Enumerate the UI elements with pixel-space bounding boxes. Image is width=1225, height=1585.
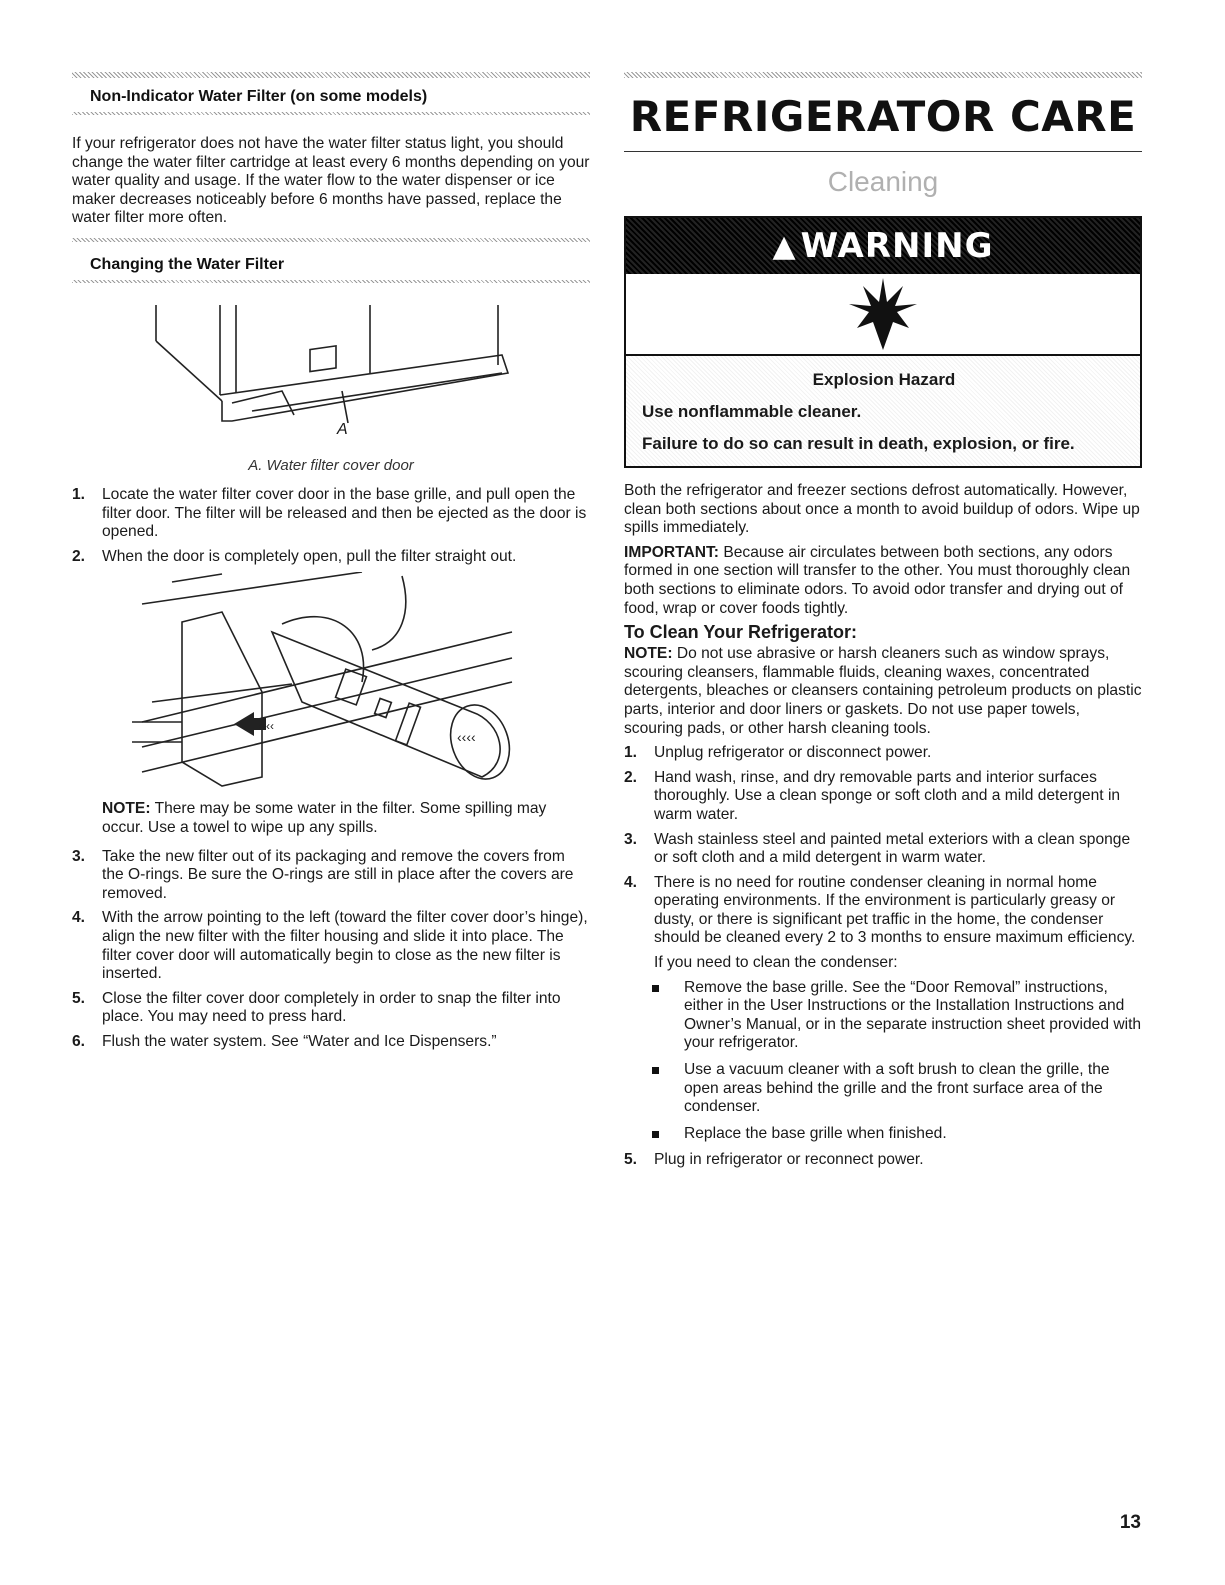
bullet-square-icon [652, 1067, 659, 1074]
section-rule [72, 112, 590, 115]
list-item [624, 744, 1142, 763]
section-title-non-indicator: Non-Indicator Water Filter (on some models) [90, 88, 428, 105]
step-text: Unplug refrigerator or disconnect power. [654, 744, 932, 762]
step-number: 3. [624, 830, 638, 848]
svg-text:‹‹‹‹: ‹‹‹‹ [457, 729, 476, 746]
condenser-bullets [624, 979, 1142, 1144]
step-text: Flush the water system. See “Water and Ice Dispensers.” [102, 1032, 497, 1050]
list-item [72, 548, 590, 567]
warning-line-2: Failure to do so can result in death, explosion, or fire. [642, 434, 1075, 453]
list-item [624, 831, 1142, 868]
cleaning-steps [624, 744, 1142, 948]
step-number: 4. [624, 873, 638, 891]
figure-filter-door [72, 303, 590, 443]
svg-text:‹‹‹‹: ‹‹‹‹ [258, 719, 274, 734]
step-number: 2. [72, 547, 86, 565]
filter-steps-first [72, 486, 590, 566]
note-label: NOTE: [102, 800, 151, 818]
bullet-text: Replace the base grille when finished. [684, 1124, 947, 1142]
left-column [72, 72, 590, 1057]
step-number: 3. [72, 847, 86, 865]
cleaning-step-5 [624, 1151, 1142, 1170]
step-text: Locate the water filter cover door in the base grille, and pull open the filter door. The filter will be released and then be ejected as the door is opened. [102, 485, 587, 541]
step-number: 1. [72, 485, 86, 503]
list-item [652, 1061, 1142, 1117]
list-item [624, 769, 1142, 825]
list-item [624, 1151, 1142, 1170]
step-number: 6. [72, 1032, 86, 1050]
step-number: 4. [72, 909, 86, 927]
bullet-text: Use a vacuum cleaner with a soft brush to clean the grille, the open areas behind the grille and the front surface area of the condenser. [684, 1061, 1110, 1116]
list-item [652, 979, 1142, 1053]
section-rule [624, 72, 1142, 78]
intro-paragraph: Both the refrigerator and freezer sections defrost automatically. However, clean both sections about once a month to avoid buildup of odors. Wipe up spills immediately. [624, 482, 1140, 537]
note-text: Do not use abrasive or harsh cleaners such as window sprays, scouring cleansers, flammable fluids, cleaning waxes, concentrated detergents, bleaches or cleansers containing petroleum products on plastic parts, interior and door liners or gaskets. Do not use paper towels, scouring pads, or other harsh cleaning tools. [624, 645, 1142, 737]
step-text: With the arrow pointing to the left (toward the filter cover door’s hinge), align the new filter with the filter housing and slide it into place. The filter cover door will automatically begin to close as the new filter is inserted. [102, 909, 588, 983]
section-subtitle: Cleaning [827, 166, 939, 197]
title-rule [624, 151, 1142, 152]
explosion-symbol [843, 276, 923, 352]
list-item [72, 848, 590, 904]
clean-section-title: To Clean Your Refrigerator: [624, 622, 858, 643]
step-text: Hand wash, rinse, and dry removable parts and interior surfaces thoroughly. Use a clean sponge or soft cloth and a mild detergent in warm water. [654, 768, 1121, 823]
warning-line-1: Use nonflammable cleaner. [642, 402, 862, 421]
clean-note-paragraph [624, 645, 1142, 738]
figure1-caption: A. Water filter cover door [248, 456, 414, 474]
step-text: Plug in refrigerator or reconnect power. [654, 1151, 924, 1169]
warning-triangle-icon: ▲ [772, 228, 797, 264]
important-text: Because air circulates between both sections, any odors formed in one section will transfer to the other. You must thoroughly clean both sections to eliminate odors. To avoid odor transfer and drying out of food, wrap or cover foods tightly. [624, 543, 1131, 617]
important-label: IMPORTANT: [624, 543, 719, 561]
filter-steps-second [72, 848, 590, 1052]
warning-text-block [626, 356, 1140, 466]
figure1-label: A [337, 420, 348, 438]
condenser-intro: If you need to clean the condenser: [654, 954, 898, 972]
hazard-title: Explosion Hazard [812, 370, 956, 389]
step-number: 2. [624, 768, 638, 786]
section-rule [72, 280, 590, 283]
step-text: Close the filter cover door completely in order to snap the filter into place. You may need to press hard. [102, 989, 561, 1026]
list-item [72, 990, 590, 1027]
step-number: 1. [624, 744, 638, 762]
step-text: When the door is completely open, pull the filter straight out. [102, 547, 517, 565]
non-indicator-paragraph: If your refrigerator does not have the water filter status light, you should change the water filter cartridge at least every 6 months depending on your water quality and usage. If the water flow to the water dispenser or ice maker decreases noticeably before 6 months have passed, replace the water filter more often. [72, 135, 590, 227]
figure-filter-removal [72, 572, 590, 794]
warning-box [624, 216, 1142, 468]
bullet-text: Remove the base grille. See the “Door Removal” instructions, either in the User Instructions or the Installation Instructions and Owner’s Manual, or in the separate instruction sheet provided with your refrigerator. [684, 978, 1142, 1052]
filter-door-illustration [72, 303, 590, 443]
section-title-changing-filter: Changing the Water Filter [90, 255, 285, 273]
list-item [72, 486, 590, 542]
explosion-icon [626, 274, 1140, 356]
right-column [624, 72, 1142, 1176]
step-text: There is no need for routine condenser cleaning in normal home operating environments. If the environment is particularly greasy or dusty, or there is significant pet traffic in the home, the condenser should be cleaned every 2 to 3 months to ensure maximum efficiency. [654, 873, 1136, 947]
bullet-square-icon [652, 1131, 659, 1138]
filter-removal-illustration [72, 572, 590, 794]
note-text: There may be some water in the filter. Some spilling may occur. Use a towel to wipe up any spills. [102, 800, 547, 836]
warning-banner [626, 218, 1140, 274]
important-paragraph [624, 544, 1142, 618]
bullet-square-icon [652, 985, 659, 992]
list-item [652, 1125, 1142, 1144]
note-water-in-filter [72, 800, 590, 837]
step-number: 5. [624, 1151, 638, 1169]
warning-banner-text: WARNING [800, 226, 994, 266]
note-label: NOTE: [624, 645, 673, 663]
list-item [72, 909, 590, 983]
page-title: REFRIGERATOR CARE [629, 92, 1137, 141]
step-text: Take the new filter out of its packaging and remove the covers from the O-rings. Be sure the O-rings are still in place after the covers are removed. [102, 847, 574, 902]
list-item [72, 1033, 590, 1052]
step-number: 5. [72, 989, 86, 1007]
page-number: 13 [1119, 1512, 1141, 1533]
step-text: Wash stainless steel and painted metal exteriors with a clean sponge or soft cloth and a mild detergent in warm water. [654, 830, 1131, 867]
list-item [624, 874, 1142, 948]
